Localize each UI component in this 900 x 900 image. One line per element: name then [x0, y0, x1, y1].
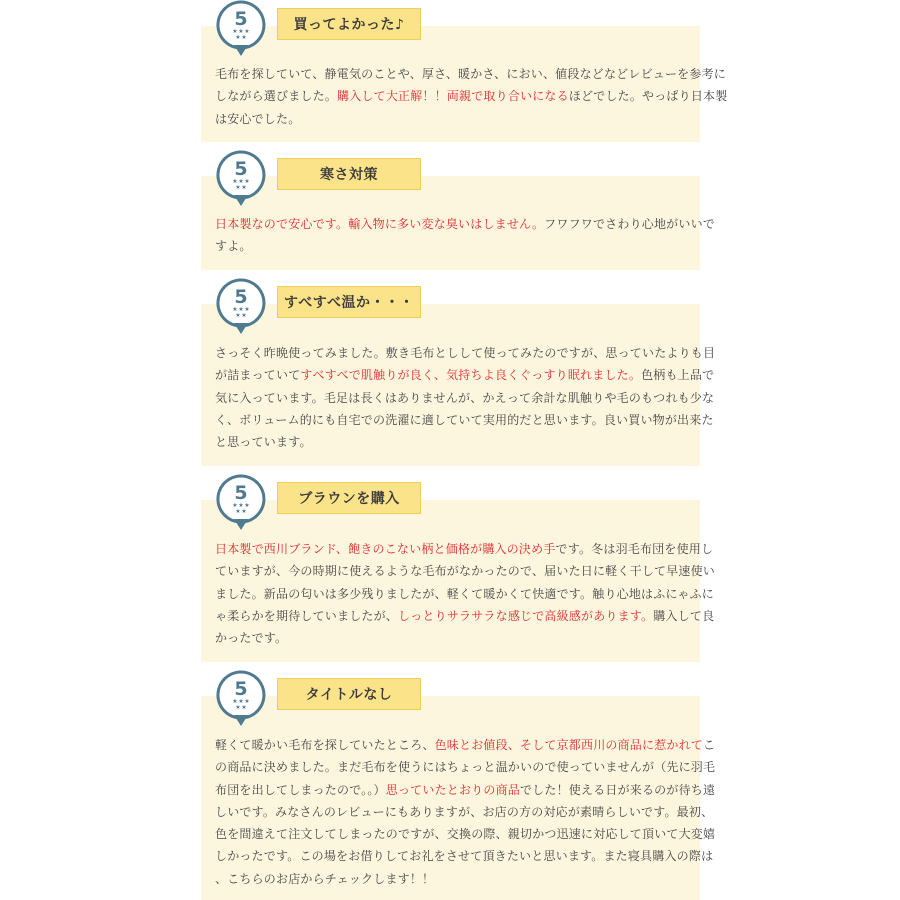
star-icon: ★ — [244, 28, 250, 35]
rating-number: 5 — [234, 678, 248, 700]
star-icon: ★ — [235, 34, 241, 41]
review-line — [215, 779, 716, 801]
star-icon: ★ — [241, 312, 247, 319]
review-line — [215, 213, 715, 235]
review-line — [215, 583, 715, 605]
review-line — [215, 342, 716, 364]
body-text: 購入して良 — [653, 608, 715, 623]
review-line — [215, 409, 714, 431]
review-line — [215, 627, 690, 649]
rating-pin-icon — [216, 150, 264, 198]
highlight-text: 色味とお値段、そして京都西川の商品に惹かれて — [434, 738, 704, 752]
highlight-text: 購入して大正解！！両親で取り合いになる — [337, 89, 569, 104]
rating-pin-icon — [216, 670, 264, 718]
star-icon: ★ — [235, 184, 241, 191]
highlight-text: すべすべで肌触りが良く、気持ちよ良くぐっすり眠れました。 — [300, 368, 642, 383]
star-icon: ★ — [232, 502, 238, 509]
star-icon: ★ — [235, 508, 241, 515]
review-card — [201, 474, 715, 662]
body-text: ゃ柔らかを期待していましたが、 — [215, 608, 399, 623]
review-line — [215, 605, 715, 627]
star-icon: ★ — [241, 704, 247, 711]
rating-number: 5 — [234, 286, 248, 308]
highlight-text: 日本製で西川ブランド、飽きのこない柄と価格が購入の決め手 — [215, 542, 556, 556]
star-icon: ★ — [232, 698, 238, 705]
star-icon: ★ — [238, 502, 244, 509]
review-card — [201, 0, 728, 142]
body-text: 軽くて暖かい毛布を探していたところ、 — [215, 738, 435, 752]
review-body — [215, 538, 715, 649]
star-icon: ★ — [238, 28, 244, 35]
review-line — [215, 823, 716, 845]
review-line — [215, 845, 714, 867]
review-card — [201, 278, 716, 466]
body-text: く、ボリューム的にも自宅での洗濯に適していて実用的だと思います。良い買い物が出来た — [215, 412, 714, 427]
review-line — [215, 387, 715, 409]
star-icon: ★ — [238, 178, 244, 185]
review-line — [215, 801, 714, 823]
review-card — [201, 150, 715, 270]
body-text: の商品に決めました。まだ毛布を使うにはちょっと温かいので使っていませんが（先に羽毛 — [215, 760, 716, 775]
star-icon: ★ — [244, 502, 250, 509]
review-line — [215, 431, 690, 453]
body-text: でした！使える日が来るのが待ち遠 — [519, 782, 716, 797]
star-icon: ★ — [244, 306, 250, 313]
review-line — [215, 868, 690, 890]
star-icon: ★ — [238, 698, 244, 705]
star-icon: ★ — [241, 508, 247, 515]
body-text: 、こちらのお店からチェックします！！ — [215, 871, 435, 886]
star-icon: ★ — [238, 306, 244, 313]
star-icon: ★ — [244, 698, 250, 705]
body-text: が詰まっていて — [215, 368, 301, 383]
review-line — [215, 85, 728, 107]
body-text: は安心でした。 — [215, 111, 301, 126]
body-text: しいです。みなさんのレビューにもありますが、お店の方の対応が素晴らしいです。最初、 — [215, 804, 714, 819]
highlight-text: 日本製なので安心です。輸入物に多い変な臭いはしません。 — [215, 217, 545, 231]
review-line — [215, 538, 714, 560]
review-card — [201, 670, 716, 900]
body-text: 色柄も上品で — [641, 368, 715, 383]
body-text: です。冬は羽毛布団を使用し — [555, 542, 714, 556]
rating-pin-icon — [216, 278, 264, 326]
review-body — [215, 63, 728, 130]
review-body — [215, 213, 715, 258]
body-text: すよ。 — [215, 239, 252, 254]
review-line — [215, 734, 716, 756]
highlight-text: 思っていたとおりの商品 — [385, 782, 520, 797]
body-text: しながら選びました。 — [215, 89, 338, 104]
body-text: と思っています。 — [215, 435, 312, 450]
body-text: ていますが、今の時期に使えるような毛布がなかったので、届いた日に軽く干して早速使い — [215, 564, 715, 579]
star-icon: ★ — [232, 178, 238, 185]
review-line — [215, 63, 726, 85]
star-icon: ★ — [241, 34, 247, 41]
body-text: 布団を出してしまったので。。） — [215, 782, 386, 797]
rating-number: 5 — [234, 482, 248, 504]
star-icon: ★ — [235, 312, 241, 319]
star-icon: ★ — [241, 184, 247, 191]
body-text: 毛布を探していて、静電気のことや、厚さ、暖かさ、におい、値段などなどレビューを参考に — [215, 67, 726, 81]
rating-number: 5 — [234, 8, 248, 30]
review-line — [215, 108, 690, 130]
review-title: ブラウンを購入 — [277, 482, 421, 514]
body-text: ました。新品の匂いは多少残りましたが、軽くて暖かくて快適です。触り心地はふにゃふに — [215, 586, 715, 601]
review-body — [215, 734, 716, 890]
body-text: しかったです。この場をお借りしてお礼をさせて頂きたいと思います。また寝具購入の際は — [215, 849, 714, 864]
review-title: 買ってよかった♪ — [277, 8, 421, 40]
review-title: すべすべ温か・・・ — [277, 286, 421, 318]
review-line — [215, 364, 715, 386]
review-list — [201, 0, 728, 900]
rating-number: 5 — [234, 158, 248, 180]
star-icon: ★ — [244, 178, 250, 185]
star-icon: ★ — [232, 28, 238, 35]
rating-pin-icon — [216, 474, 264, 522]
review-title: タイトルなし — [277, 678, 421, 710]
body-text: さっそく昨晩使ってみました。敷き毛布としして使ってみたのですが、思っていたよりも目 — [215, 346, 716, 360]
body-text: ほどでした。やっぱり日本製 — [568, 89, 728, 104]
star-icon: ★ — [235, 704, 241, 711]
highlight-text: しっとりサラサラな感じで高級感があります。 — [398, 608, 654, 623]
review-title: 寒さ対策 — [277, 158, 421, 190]
review-line — [215, 560, 715, 582]
rating-pin-icon — [216, 0, 264, 48]
body-text: 気に入っています。毛足は長くはありませんが、かえって余計な肌触りや毛のもつれも少な — [215, 390, 715, 405]
review-line — [215, 235, 690, 257]
body-text: かったです。 — [215, 631, 288, 646]
body-text: 色を間違えて注文してしまったのですが、交換の際、親切かつ迅速に対応して頂いて大変嬉 — [215, 827, 716, 842]
body-text: フワフワでさわり心地がいいで — [544, 217, 715, 231]
star-icon: ★ — [232, 306, 238, 313]
review-line — [215, 756, 716, 778]
review-body — [215, 342, 716, 453]
body-text: こ — [703, 738, 716, 752]
